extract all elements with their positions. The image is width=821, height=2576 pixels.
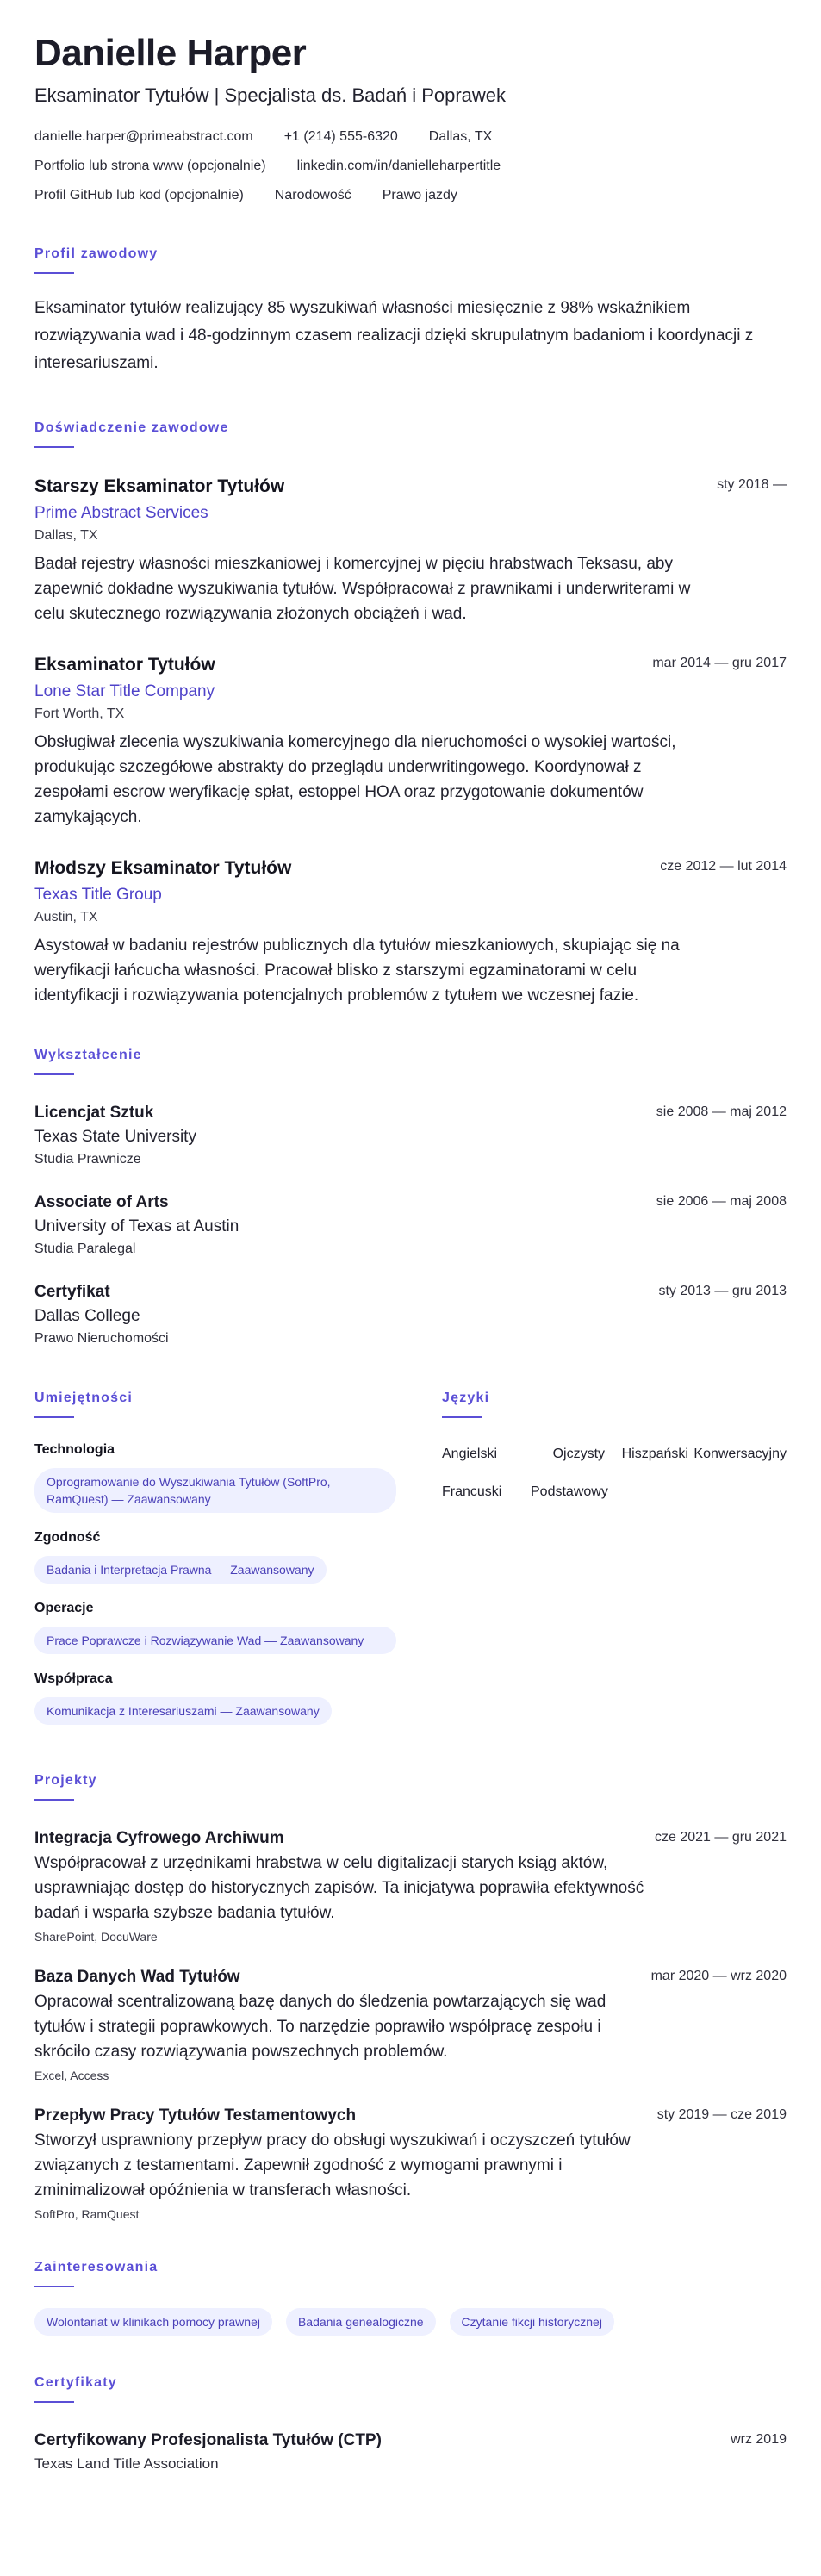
section-title: Projekty [34, 1773, 97, 1788]
portfolio-link[interactable]: Portfolio lub strona www (opcjonalnie) [34, 159, 266, 173]
job-title: Starszy Eksaminator Tytułów [34, 476, 285, 496]
section-divider [34, 446, 74, 448]
language-level: Podstawowy [531, 1484, 608, 1499]
interests-list [34, 2308, 787, 2336]
certification-entry [34, 2429, 787, 2475]
job-location: Dallas, TX [34, 528, 98, 543]
experience-entry [34, 652, 787, 830]
company-name: Prime Abstract Services [34, 504, 208, 522]
driving-license: Prawo jazdy [382, 188, 457, 202]
school-name: Texas State University [34, 1128, 196, 1146]
education-entry [34, 1101, 787, 1170]
skills-section [34, 1389, 407, 1740]
certifications-section [34, 2374, 787, 2475]
skill-category: Współpraca [34, 1671, 113, 1686]
languages-section [442, 1389, 787, 1740]
job-dates: mar 2014 — gru 2017 [652, 656, 787, 670]
language-level: Konwersacyjny [693, 1447, 787, 1461]
interest-chip: Badania genealogiczne [286, 2308, 436, 2336]
section-title: Umiejętności [34, 1391, 133, 1405]
section-divider [34, 272, 74, 274]
project-tech: SharePoint, DocuWare [34, 1930, 158, 1944]
section-title: Zainteresowania [34, 2260, 159, 2274]
education-entry [34, 1191, 787, 1260]
location: Dallas, TX [428, 129, 493, 144]
certification-name: Certyfikowany Profesjonalista Tytułów (CTP) [34, 2431, 382, 2449]
language-name: Francuski [442, 1484, 502, 1499]
certification-date: wrz 2019 [731, 2432, 787, 2447]
job-dates: cze 2012 — lut 2014 [660, 859, 787, 874]
language-level: Ojczysty [552, 1447, 606, 1461]
school-name: Dallas College [34, 1307, 140, 1325]
skill-group [34, 1440, 407, 1513]
project-entry [34, 2104, 787, 2224]
project-description: Stworzył usprawniony przepływ pracy do obsługi wyszukiwań i oczyszczeń tytułów związanych z testamentami. Zapewnił zgodność z wymogami prawnymi i zminimalizował opóźnienia w transferach własności. [34, 2131, 631, 2200]
project-entry [34, 1826, 787, 1946]
linkedin-link[interactable]: linkedin.com/in/danielleharpertitle [296, 159, 501, 173]
experience-entry [34, 856, 787, 1008]
job-description: Asystował w badaniu rejestrów publicznych dla tytułów mieszkaniowych, skupiając się na weryfikacji łańcucha własności. Pracował blisko z starszymi egzaminatorami w celu identyfikacji i rozwiązywania potencjalnych problemów z tytułem we wczesnej fazie. [34, 936, 680, 1005]
section-title: Certyfikaty [34, 2375, 117, 2390]
education-dates: sie 2006 — maj 2008 [656, 1194, 787, 1209]
school-name: University of Texas at Austin [34, 1217, 239, 1235]
skill-category: Operacje [34, 1601, 94, 1615]
field-of-study: Studia Prawnicze [34, 1152, 141, 1167]
experience-section [34, 419, 787, 1008]
certification-issuer: Texas Land Title Association [34, 2455, 219, 2472]
skill-group [34, 1670, 407, 1725]
experience-entry [34, 474, 787, 626]
project-dates: sty 2019 — cze 2019 [656, 2107, 787, 2122]
job-description: Badał rejestry własności mieszkaniowej i komercyjnej w pięciu hrabstwach Teksasu, aby zapewnić dokładne wyszukiwania tytułów. Współpracował z prawnikami i underwriterami w celu skutecznego rozwiązywania złożonych obciążeń i wad. [34, 555, 691, 623]
project-name: Przepływ Pracy Tytułów Testamentowych [34, 2106, 357, 2125]
section-divider [34, 1799, 74, 1801]
job-title: Młodszy Eksaminator Tytułów [34, 858, 292, 878]
section-divider [34, 1416, 74, 1418]
skill-group [34, 1599, 407, 1654]
skill-group [34, 1528, 407, 1584]
phone-number[interactable]: +1 (214) 555-6320 [283, 129, 398, 144]
section-divider [34, 1073, 74, 1075]
language-row [442, 1440, 787, 1468]
section-divider [442, 1416, 482, 1418]
interests-section [34, 2258, 787, 2336]
resume-header [34, 29, 787, 210]
section-divider [34, 2401, 74, 2403]
candidate-name: Danielle Harper [34, 32, 307, 74]
education-dates: sty 2013 — gru 2013 [658, 1284, 787, 1298]
project-dates: mar 2020 — wrz 2020 [650, 1969, 787, 1983]
field-of-study: Studia Paralegal [34, 1241, 136, 1256]
interest-chip: Czytanie fikcji historycznej [450, 2308, 614, 2336]
skill-chip: Badania i Interpretacja Prawna — Zaawansowany [34, 1556, 327, 1584]
projects-section [34, 1771, 787, 2224]
project-description: Współpracował z urzędnikami hrabstwa w celu digitalizacji starych ksiąg aktów, usprawniając dostęp do historycznych zapisów. Ta inicjatywa poprawiła efektywność badań i wsparła szybsze badania tytułów. [34, 1854, 644, 1922]
profile-section [34, 245, 787, 377]
section-title: Wykształcenie [34, 1048, 142, 1062]
field-of-study: Prawo Nieruchomości [34, 1331, 169, 1346]
section-title: Języki [442, 1391, 490, 1405]
nationality: Narodowość [274, 188, 351, 202]
company-name: Lone Star Title Company [34, 682, 215, 700]
job-title: Eksaminator Tytułów [34, 655, 215, 675]
skills-languages-row [34, 1389, 787, 1740]
education-section [34, 1046, 787, 1349]
project-dates: cze 2021 — gru 2021 [655, 1830, 787, 1845]
skill-chip: Oprogramowanie do Wyszukiwania Tytułów (SoftPro, RamQuest) — Zaawansowany [34, 1468, 396, 1513]
project-tech: SoftPro, RamQuest [34, 2207, 140, 2221]
job-location: Fort Worth, TX [34, 706, 125, 721]
project-name: Integracja Cyfrowego Archiwum [34, 1829, 284, 1847]
profile-summary: Eksaminator tytułów realizujący 85 wyszukiwań własności miesięcznie z 98% wskaźnikiem rozwiązywania wad i 48-godzinnym czasem realizacji dzięki skrupulatnym badaniom i koordynacji z interesariuszami. [34, 299, 754, 372]
degree: Certyfikat [34, 1283, 110, 1301]
job-location: Austin, TX [34, 910, 98, 924]
degree: Associate of Arts [34, 1193, 169, 1211]
skill-category: Zgodność [34, 1530, 101, 1545]
company-name: Texas Title Group [34, 886, 162, 904]
candidate-headline: Eksaminator Tytułów | Specjalista ds. Badań i Poprawek [34, 84, 507, 106]
github-link[interactable]: Profil GitHub lub kod (opcjonalnie) [34, 188, 244, 202]
project-description: Opracował scentralizowaną bazę danych do śledzenia powtarzających się wad tytułów i strategii poprawkowych. To narzędzie poprawiło współpracę zespołu i skróciło czasy rozwiązywania powszechnych problemów. [34, 1993, 606, 2061]
job-dates: sty 2018 — [717, 477, 787, 492]
section-title: Doświadczenie zawodowe [34, 420, 229, 435]
education-dates: sie 2008 — maj 2012 [656, 1104, 787, 1119]
degree: Licencjat Sztuk [34, 1104, 154, 1122]
interest-chip: Wolontariat w klinikach pomocy prawnej [34, 2308, 272, 2336]
language-row [442, 1478, 787, 1506]
project-entry [34, 1965, 787, 2085]
project-tech: Excel, Access [34, 2069, 109, 2082]
section-title: Profil zawodowy [34, 246, 159, 261]
skill-chip: Komunikacja z Interesariuszami — Zaawansowany [34, 1697, 332, 1725]
contact-info [34, 122, 787, 210]
language-name: Angielski [442, 1447, 498, 1461]
project-name: Baza Danych Wad Tytułów [34, 1968, 240, 1986]
section-divider [34, 2286, 74, 2287]
education-entry [34, 1280, 787, 1349]
language-name: Hiszpański [621, 1447, 688, 1461]
job-description: Obsługiwał zlecenia wyszukiwania komercyjnego dla nieruchomości o wysokiej wartości, produkując szczegółowe abstrakty do przeglądu underwritingowego. Koordynował z zespołami escrow weryfikację spłat, estoppel HOA oraz przygotowanie dokumentów zamykających. [34, 733, 676, 826]
email-link[interactable]: danielle.harper@primeabstract.com [34, 129, 253, 144]
skill-category: Technologia [34, 1442, 115, 1457]
skill-chip: Prace Poprawcze i Rozwiązywanie Wad — Zaawansowany [34, 1627, 396, 1654]
